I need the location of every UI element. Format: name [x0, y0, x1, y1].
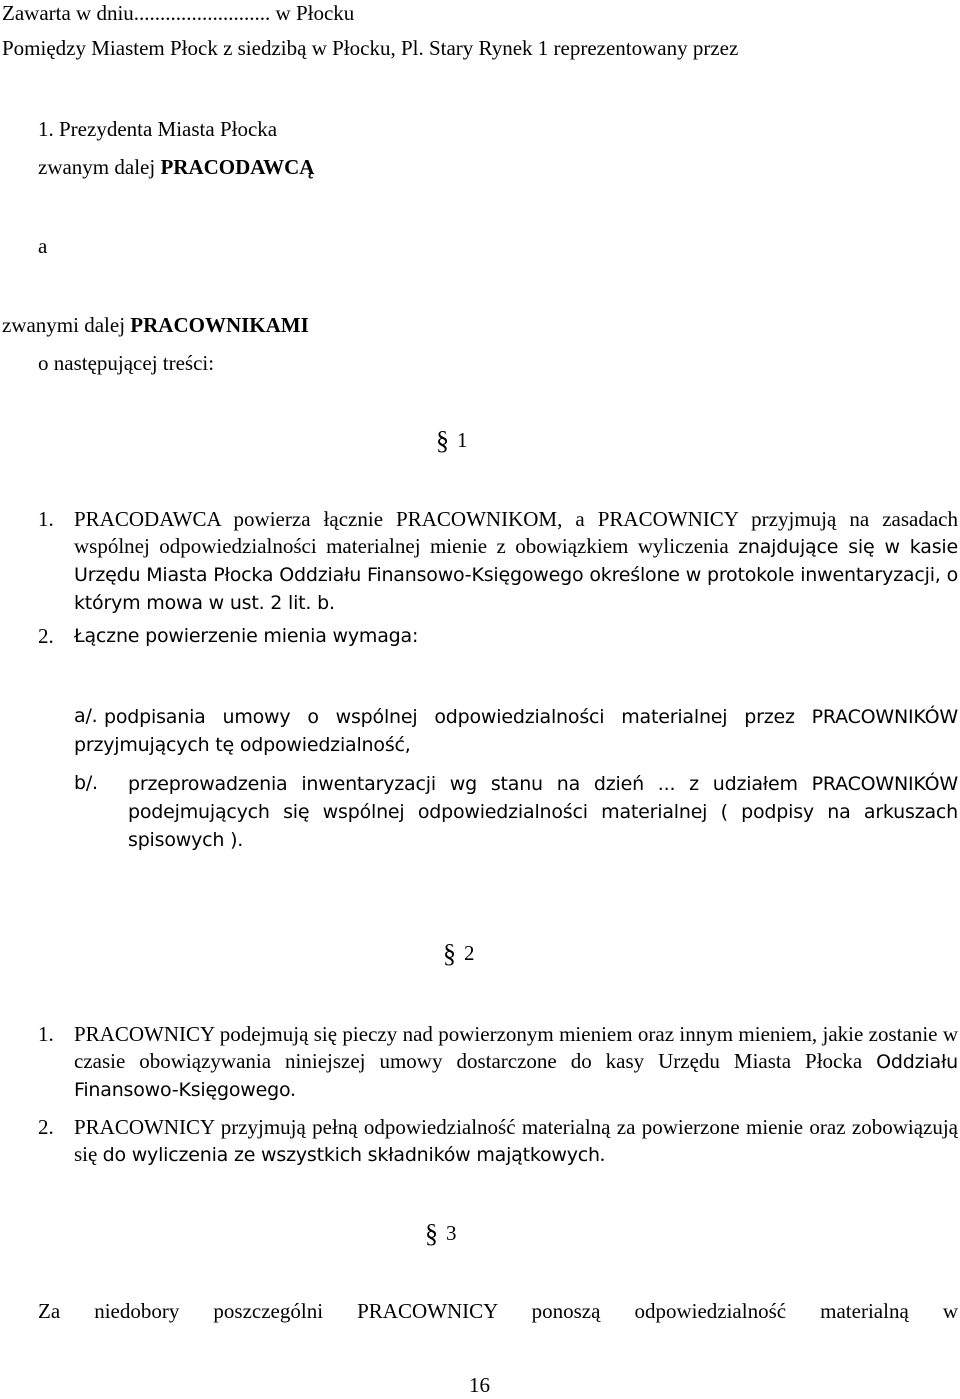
s1-p2-text: Łączne powierzenie mienia wymaga:: [74, 625, 419, 647]
employees-line: [2, 312, 309, 339]
s1-p1-part2: znajdujące się w kasie Urzędu Miasta Płocka Oddziału Finansowo-Księgowego określone w protokole inwentaryzacji, o którym mowa w ust. 2 lit. b.: [74, 536, 958, 614]
s1-b-text: [128, 770, 958, 854]
s1-a-label: a/.: [74, 705, 98, 727]
conjunction-a: a: [38, 234, 48, 258]
s2-p1-part3: .: [290, 1077, 296, 1101]
contract-date-line: Zawarta w dniu.......................... w Płocku: [2, 1, 355, 25]
s1-p1-number: 1.: [38, 507, 54, 531]
page-number: 16: [469, 1373, 490, 1397]
section-1-number: 1: [457, 428, 468, 452]
section-symbol: §: [425, 1219, 438, 1248]
employer-name: PRACODAWCĄ: [160, 155, 315, 179]
s1-p1-text: [74, 506, 958, 617]
s2-p2-text: [74, 1114, 958, 1169]
s2-p1-part2: Oddziału Finansowo-Księgowego: [74, 1051, 958, 1101]
section-2-heading: [443, 940, 475, 967]
s2-p2-number: 2.: [38, 1115, 54, 1139]
s2-p1-part1: PRACOWNICY podejmują się pieczy nad powierzonym mieniem oraz innym mieniem, jakie zostanie w czasie obowiązywania niniejszej umowy dostarczone do kasy Urzędu Miasta Płocka: [74, 1022, 958, 1073]
s2-p1-text: [74, 1021, 958, 1104]
president-item: 1. Prezydenta Miasta Płocka: [38, 117, 278, 141]
section-1-heading: [436, 427, 468, 454]
s1-p1-part1: PRACODAWCA powierza łącznie PRACOWNIKOM, a PRACOWNICY przyjmują na zasadach wspólnej odpowiedzialności materialnej mienie z obowiązkiem wyliczenia: [74, 507, 958, 558]
s3-text: Za niedobory poszczególni PRACOWNICY ponoszą odpowiedzialność materialną w: [38, 1299, 958, 1323]
section-symbol: §: [443, 939, 456, 968]
employer-line: [38, 154, 314, 181]
section-symbol: §: [436, 426, 449, 455]
s2-p2-part1: PRACOWNICY przyjmują pełną odpowiedzialność materialną za powierzone mienie oraz zobowiązują się: [74, 1115, 958, 1166]
s2-p1-number: 1.: [38, 1022, 54, 1046]
parties-line: Pomiędzy Miastem Płock z siedzibą w Płocku, Pl. Stary Rynek 1 reprezentowany przez: [2, 36, 739, 60]
s1-b-content: przeprowadzenia inwentaryzacji wg stanu na dzień ... z udziałem PRACOWNIKÓW podejmujących się wspólnej odpowiedzialności materialnej ( podpisy na arkuszach spisowych ).: [128, 773, 958, 851]
employer-prefix: zwanym dalej: [38, 155, 161, 179]
s1-a-content: podpisania umowy o wspólnej odpowiedzialności materialnej przez PRACOWNIKÓW przyjmujących tę odpowiedzialność,: [74, 706, 958, 756]
employees-prefix: zwanymi dalej: [2, 313, 131, 337]
s1-a-text: [74, 703, 958, 759]
s2-p2-part3: .: [599, 1142, 606, 1166]
section-3-heading: [425, 1220, 457, 1247]
s1-p2-number: 2.: [38, 624, 54, 648]
section-2-number: 2: [464, 941, 475, 965]
s2-p2-part2: do wyliczenia ze wszystkich składników majątkowych: [102, 1144, 600, 1166]
content-intro: o następującej treści:: [38, 351, 215, 375]
section-3-number: 3: [446, 1221, 457, 1245]
employees-name: PRACOWNIKAMI: [130, 313, 309, 337]
s1-b-label: b/.: [74, 772, 98, 794]
